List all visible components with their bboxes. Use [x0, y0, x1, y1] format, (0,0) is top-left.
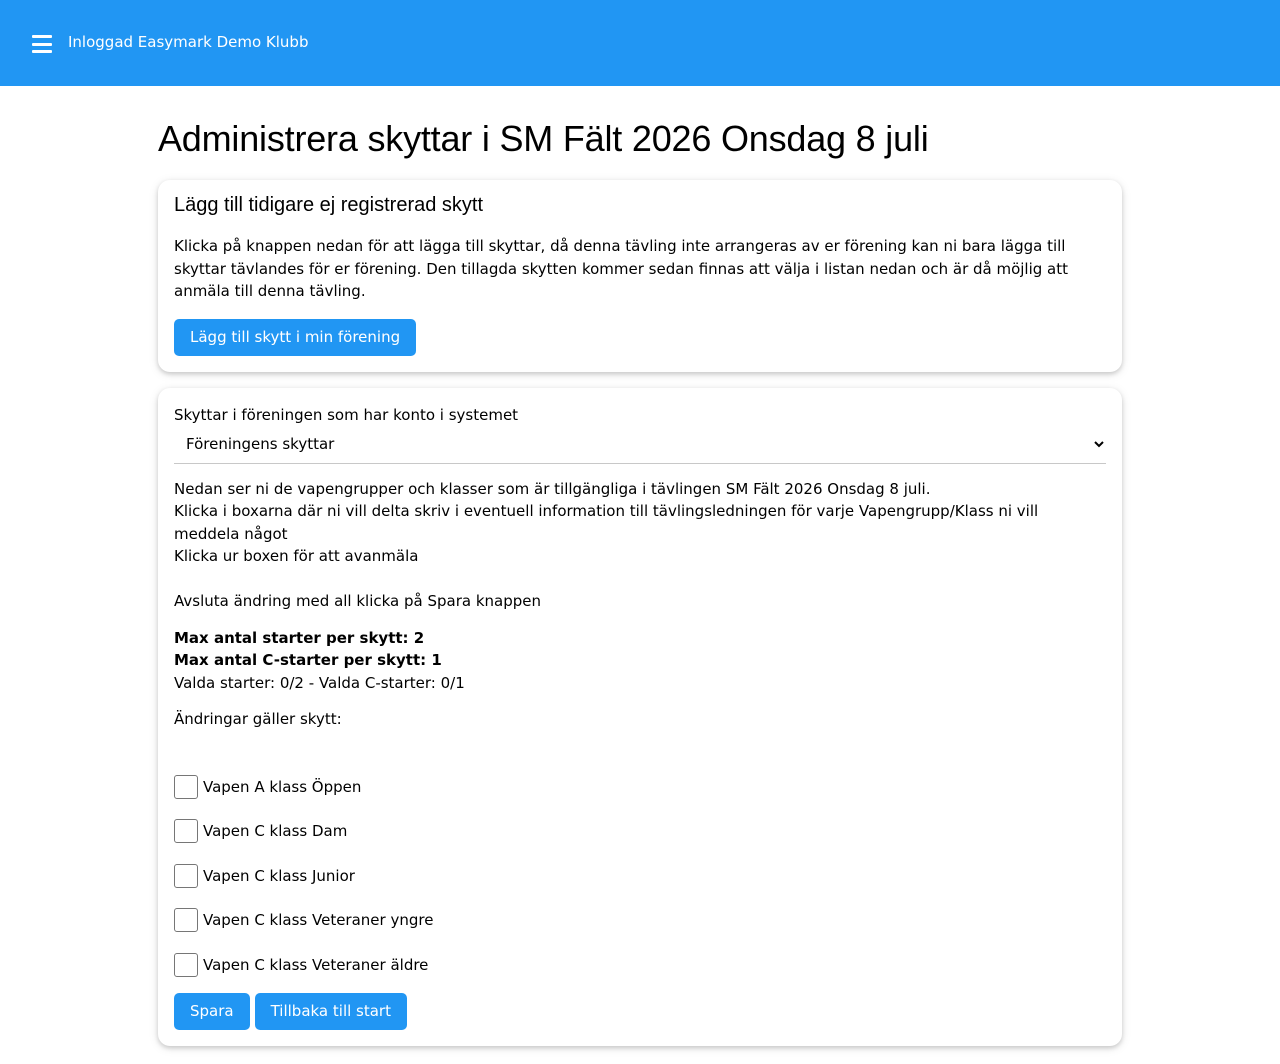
instruction-line: Klicka i boxarna där ni vill delta skriv i eventuell information till tävlingsledningen för varje Vapengrupp/Klass ni vill meddela något: [174, 502, 1039, 543]
add-shooter-card: [158, 180, 1122, 372]
class-option-c-veteraner-aldre[interactable]: [174, 953, 1106, 977]
class-list: [174, 775, 1106, 977]
logged-in-club-title: Inloggad Easymark Demo Klubb: [68, 33, 309, 51]
class-checkbox[interactable]: [174, 775, 198, 799]
shooter-select-value[interactable]: Föreningens skyttar: [186, 434, 335, 453]
class-label: Vapen A klass Öppen: [203, 777, 362, 796]
class-label: Vapen C klass Veteraner yngre: [203, 911, 434, 929]
max-c-starts: Max antal C-starter per skytt: 1: [174, 651, 442, 669]
page-title: Administrera skyttar i SM Fält 2026 Onsdag 8 juli: [158, 118, 929, 159]
class-checkbox[interactable]: [174, 953, 198, 977]
add-shooter-card-title: Lägg till tidigare ej registrerad skytt: [174, 194, 484, 216]
max-starts: Max antal starter per skytt: 2: [174, 628, 425, 647]
top-app-bar: [0, 0, 1280, 86]
selected-starts-status: Valda starter: 0/2 - Valda C-starter: 0/1: [174, 673, 465, 692]
add-shooter-button[interactable]: Lägg till skytt i min förening: [174, 319, 416, 356]
class-option-c-dam[interactable]: [174, 819, 1106, 843]
start-limits: [174, 627, 1106, 695]
class-checkbox[interactable]: [174, 908, 198, 932]
main-content: [158, 118, 1122, 1046]
class-option-c-junior[interactable]: [174, 864, 1106, 888]
changes-apply-label: Ändringar gäller skytt:: [174, 710, 342, 728]
club-shooters-card: [158, 388, 1122, 1047]
class-checkbox[interactable]: [174, 864, 198, 888]
form-actions: [174, 993, 1106, 1030]
chevron-down-icon[interactable]: [1094, 439, 1104, 449]
instructions: [174, 478, 1106, 613]
class-label: Vapen C klass Dam: [203, 822, 348, 840]
class-label: Vapen C klass Junior: [203, 866, 355, 885]
instruction-line: Klicka ur boxen för att avanmäla: [174, 547, 419, 565]
class-option-c-veteraner-yngre[interactable]: [174, 908, 1106, 932]
add-shooter-description: Klicka på knappen nedan för att lägga till skyttar, då denna tävling inte arrangeras av er förening kan ni bara lägga till skyttar tävlandes för er förening. Den tillagda skytten kommer sedan finnas att välja i listan nedan och är då möjlig att anmäla till denna tävling.: [174, 237, 1069, 300]
back-to-start-button[interactable]: Tillbaka till start: [255, 993, 407, 1030]
hamburger-menu-icon[interactable]: [32, 35, 52, 53]
instruction-line: Avsluta ändring med all klicka på Spara knappen: [174, 592, 542, 610]
instruction-line: Nedan ser ni de vapengrupper och klasser som är tillgängliga i tävlingen SM Fält 2026 Onsdag 8 juli.: [174, 479, 931, 498]
save-button[interactable]: Spara: [174, 993, 250, 1030]
shooter-select[interactable]: [174, 426, 1106, 464]
class-checkbox[interactable]: [174, 819, 198, 843]
class-option-a-oppen[interactable]: [174, 775, 1106, 799]
shooter-select-label: Skyttar i föreningen som har konto i systemet: [174, 405, 519, 424]
class-label: Vapen C klass Veteraner äldre: [203, 955, 429, 974]
